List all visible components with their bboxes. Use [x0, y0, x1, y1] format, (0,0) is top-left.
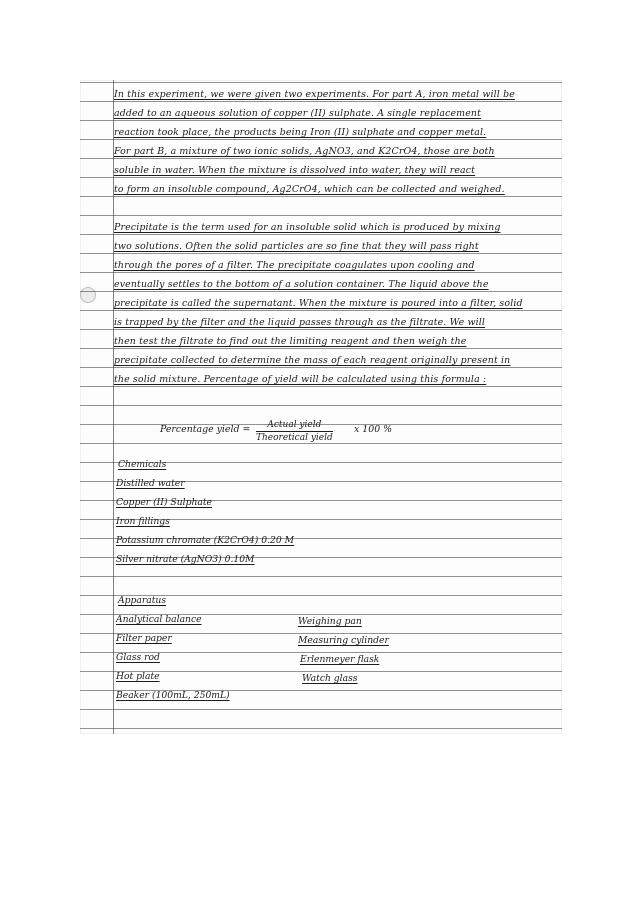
apparatus-item: Glass rod — [116, 652, 160, 663]
apparatus-heading: Apparatus — [118, 595, 167, 606]
punch-hole — [80, 287, 96, 303]
ruled-line — [80, 405, 562, 406]
formula-label: Percentage yield = — [160, 424, 251, 435]
text-line: reaction took place, the products being Iron (II) sulphate and copper metal. — [114, 127, 487, 138]
ruled-line — [80, 196, 562, 197]
formula-fraction — [256, 420, 333, 443]
ruled-line — [80, 234, 562, 235]
ruled-line — [80, 576, 562, 577]
text-line: then test the filtrate to find out the limiting reagent and then weigh the — [114, 336, 467, 347]
ruled-line — [80, 709, 562, 710]
text-line: added to an aqueous solution of copper (II) sulphate. A single replacement — [114, 108, 482, 119]
apparatus-item: Hot plate — [116, 671, 160, 682]
ruled-line — [80, 291, 562, 292]
text-line: is trapped by the filter and the liquid passes through as the filtrate. We will — [114, 317, 486, 328]
apparatus-item: Measuring cylinder — [298, 635, 389, 646]
margin-line — [113, 80, 114, 734]
ruled-line — [80, 348, 562, 349]
text-line: the solid mixture. Percentage of yield will be calculated using this formula : — [114, 374, 487, 385]
text-line: In this experiment, we were given two experiments. For part A, iron metal will be — [114, 89, 515, 100]
ruled-line — [80, 101, 562, 102]
chemical-item: Distilled water — [116, 478, 185, 489]
text-line: eventually settles to the bottom of a solution container. The liquid above the — [114, 279, 489, 290]
ruled-line — [80, 120, 562, 121]
ruled-line — [80, 82, 562, 83]
formula-numerator: Actual yield — [256, 420, 333, 432]
notebook-page — [80, 80, 562, 734]
text-line: For part B, a mixture of two ionic solids, AgNO3, and K2CrO4, those are both — [114, 146, 495, 157]
chemical-item: Copper (II) Sulphate — [116, 497, 212, 508]
ruled-line — [80, 310, 562, 311]
text-line: through the pores of a filter. The precipitate coagulates upon cooling and — [114, 260, 475, 271]
chemical-item: Iron fillings — [116, 516, 170, 527]
text-line: soluble in water. When the mixture is dissolved into water, they will react — [114, 165, 476, 176]
ruled-line — [80, 728, 562, 729]
apparatus-item: Weighing pan — [298, 616, 362, 627]
ruled-line — [80, 386, 562, 387]
apparatus-item: Filter paper — [116, 633, 172, 644]
ruled-line — [80, 272, 562, 273]
ruled-line — [80, 253, 562, 254]
ruled-line — [80, 215, 562, 216]
formula-multiplier: x 100 % — [354, 424, 393, 435]
ruled-line — [80, 443, 562, 444]
text-line: precipitate collected to determine the mass of each reagent originally present in — [114, 355, 511, 366]
apparatus-item: Erlenmeyer flask — [300, 654, 380, 665]
ruled-line — [80, 177, 562, 178]
apparatus-item: Watch glass — [302, 673, 358, 684]
ruled-line — [80, 139, 562, 140]
ruled-line — [80, 158, 562, 159]
formula-denominator: Theoretical yield — [256, 433, 333, 443]
text-line: Precipitate is the term used for an insoluble solid which is produced by mixing — [114, 222, 501, 233]
ruled-line — [80, 329, 562, 330]
apparatus-item: Beaker (100mL, 250mL) — [116, 690, 230, 701]
chemicals-heading: Chemicals — [118, 459, 167, 470]
text-line: two solutions. Often the solid particles are so fine that they will pass right — [114, 241, 479, 252]
text-line: precipitate is called the supernatant. When the mixture is poured into a filter, solid — [114, 298, 523, 309]
chemical-item: Potassium chromate (K2CrO4) 0.20 M — [116, 535, 295, 546]
apparatus-item: Analytical balance — [116, 614, 202, 625]
chemical-item: Silver nitrate (AgNO3) 0.10M — [116, 554, 255, 565]
text-line: to form an insoluble compound, Ag2CrO4, which can be collected and weighed. — [114, 184, 505, 195]
ruled-line — [80, 367, 562, 368]
